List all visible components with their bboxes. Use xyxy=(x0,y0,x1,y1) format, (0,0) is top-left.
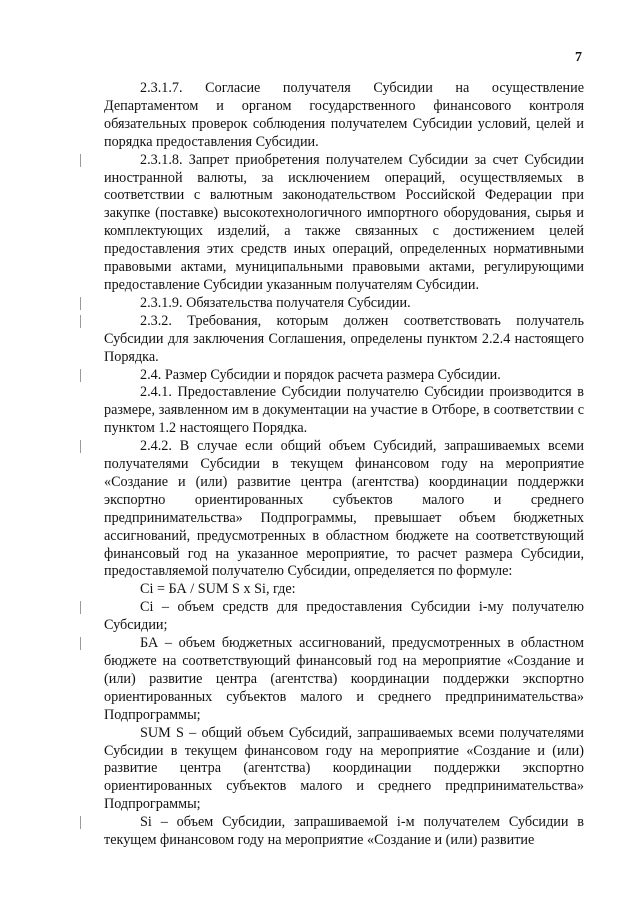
scan-margin-mark xyxy=(80,297,81,310)
scan-margin-mark xyxy=(80,154,81,167)
scan-margin-mark xyxy=(80,816,81,829)
page-number: 7 xyxy=(575,50,582,65)
paragraph-2-4-2: 2.4.2. В случае если общий объем Субсидий, запрашиваемых всеми получателями Субсидии в текущем финансовом году на мероприятие «Создание и (или) развитие центра (агентства) координации поддержки экспортно ориентированных субъектов малого и среднего предпринимательства» Подпрограммы, превышает объем бюджетных ассигнований, предусмотренных в областном бюджете на соответствующий финансовый год на указанное мероприятие, то расчет размера Субсидии, предоставляемой получателю Субсидии, определяется по формуле: xyxy=(104,438,584,581)
scan-margin-mark xyxy=(80,315,81,328)
definition-ci: Ci – объем средств для предоставления Субсидии i-му получателю Субсидии; xyxy=(104,599,584,635)
formula: Ci = БА / SUM S x Si, где: xyxy=(140,581,296,598)
paragraph-2-3-1-8: 2.3.1.8. Запрет приобретения получателем Субсидии за счет Субсидии иностранной валюты, за исключением операций, осуществляемых в соответствии с валютным законодательством Российской Федерации при закупке (поставке) высокотехнологичного импортного оборудования, сырья и комплектующих изделий, а также связанных с достижением целей предоставления этих средств иных операций, определенных нормативными правовыми актами, муниципальными правовыми актами, регулирующими предоставление Субсидии указанным получателям Субсидии. xyxy=(104,152,584,295)
scan-margin-mark xyxy=(80,369,81,382)
scan-margin-mark xyxy=(80,637,81,650)
paragraph-2-4-1: 2.4.1. Предоставление Субсидии получателю Субсидии производится в размере, заявленном им в документации на участие в Отборе, в соответствии с пунктом 1.2 настоящего Порядка. xyxy=(104,384,584,437)
scan-margin-mark xyxy=(80,440,81,453)
paragraph-2-3-2: 2.3.2. Требования, которым должен соответствовать получатель Субсидии для заключения Соглашения, определены пунктом 2.2.4 настоящего Порядка. xyxy=(104,313,584,367)
scan-margin-mark xyxy=(80,601,81,614)
document-body xyxy=(104,80,584,850)
definition-sum-s: SUM S – общий объем Субсидий, запрашиваемых всеми получателями Субсидии в текущем финансовом году на мероприятие «Создание и (или) развитие центра (агентства) координации поддержки экспортно ориентированных субъектов малого и среднего предпринимательства» Подпрограммы; xyxy=(104,724,584,813)
paragraph-2-4: 2.4. Размер Субсидии и порядок расчета размера Субсидии. xyxy=(104,367,584,385)
paragraph-2-3-1-9: 2.3.1.9. Обязательства получателя Субсидии. xyxy=(104,295,584,313)
definition-si: Si – объем Субсидии, запрашиваемой i-м получателем Субсидии в текущем финансовом году на мероприятие «Создание и (или) развитие xyxy=(104,814,584,850)
definition-ba: БА – объем бюджетных ассигнований, предусмотренных в областном бюджете на соответствующий финансовый год на мероприятие «Создание и (или) развитие центра (агентства) координации поддержки экспортно ориентированных субъектов малого и среднего предпринимательства» Подпрограммы; xyxy=(104,635,584,725)
paragraph-2-3-1-7: 2.3.1.7. Согласие получателя Субсидии на осуществление Департаментом и органом государственного финансового контроля обязательных проверок соблюдения получателем Субсидии условий, целей и порядка предоставления Субсидии. xyxy=(104,80,584,150)
